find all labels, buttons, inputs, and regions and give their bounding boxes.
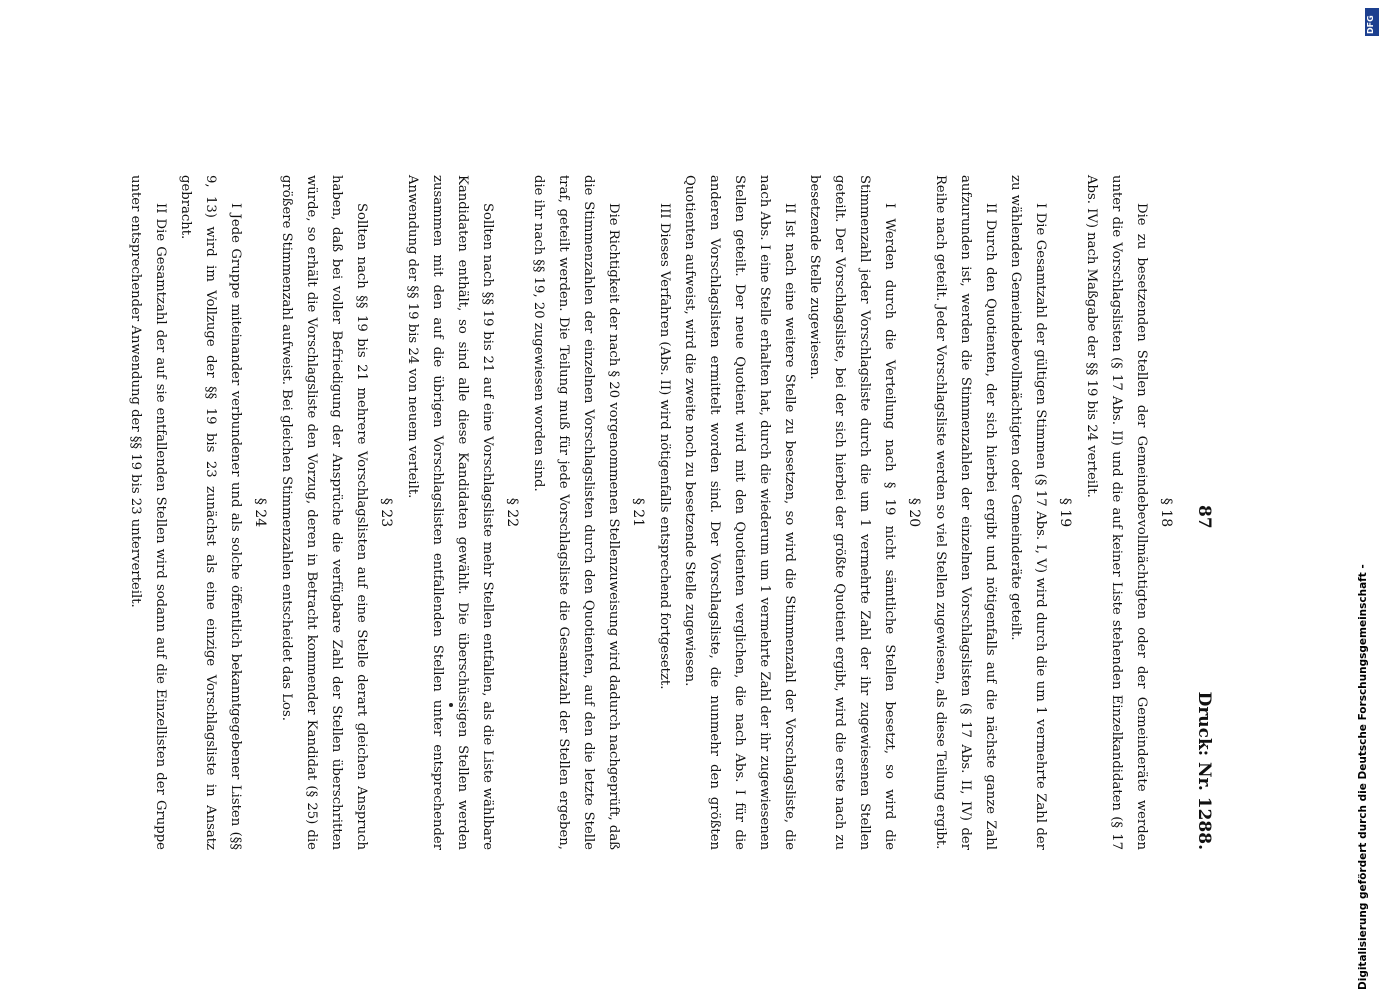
- paragraph: Die zu besetzenden Stellen der Gemeindebevollmächtigten oder der Gemeinderäte werden unter die Vorschlagslisten (§ 17 Abs. II) und die auf keiner Liste stehenden Einzelkandidaten (§ 17 Abs. IV) nach Maßgabe der §§ 19 bis 24 verteilt.: [1084, 175, 1149, 850]
- section-19: [928, 175, 1073, 850]
- section-22: [400, 175, 520, 850]
- paragraph: I Die Gesamtzahl der gültigen Stimmen (§ 17 Abs. I, V) wird durch die um 1 vermehrte Zahl der zu wählenden Gemeindebevollmächtigten oder Gemeinderäte geteilt.: [1008, 175, 1048, 850]
- section-18: [1079, 175, 1174, 850]
- section-24: [123, 175, 268, 850]
- document-page: [130, 175, 1220, 850]
- page-number: 87: [1194, 505, 1214, 529]
- section-title: § 22: [504, 497, 520, 528]
- section-title: § 24: [252, 497, 268, 528]
- section-21: [526, 175, 646, 850]
- section-title: § 19: [1057, 497, 1073, 528]
- dfg-logo-text: DFG: [1366, 15, 1375, 34]
- digitization-note: [1357, 10, 1377, 990]
- paragraph: Sollten nach §§ 19 bis 21 mehrere Vorschlagslisten auf eine Stelle derart gleichen Anspruch haben, daß bei voller Befriedigung der Ansprüche die verfügbare Zahl der Stellen überschritten würde, so erhält die Vorschlagsliste den Vorzug, deren in Betracht kommender Kandidat (§ 25) die größere Stimmenzahl aufweist. Bei gleichen Stimmenzahlen entscheidet das Los.: [279, 175, 369, 850]
- print-number: Druck: Nr. 1288.: [1194, 691, 1214, 850]
- dfg-logo-icon: [1365, 8, 1379, 36]
- paragraph: I Werden durch die Verteilung nach § 19 nicht sämtliche Stellen besetzt, so wird die Stimmenzahl jeder Vorschlagsliste durch die um 1 vermehrte Zahl der ihr zugewiesenen Stellen geteilt. Der Vorschlagsliste, bei der sich hierbei der größte Quotient ergibt, wird die erste nach zu besetzende Stelle zugewiesen.: [807, 175, 897, 850]
- paragraph: II Ist nach eine weitere Stelle zu besetzen, so wird die Stimmenzahl der Vorschlagsliste, die nach Abs. I eine Stelle erhalten hat, durch die wiederum um 1 vermehrte Zahl der ihr zugewiesenen Stellen geteilt. Der neue Quotient wird mit den Quotienten verglichen, die nach Abs. I für die anderen Vorschlagslisten ermittelt worden sind. Der Vorschlagsliste, die nunmehr den größten Quotienten aufweist, wird die zweite noch zu besetzende Stelle zugewiesen.: [682, 175, 797, 850]
- paragraph: I Jede Gruppe miteinander verbundener und als solche öffentlich bekanntgegebener Listen (§§ 9, 13) wird im Vollzuge der §§ 19 bis 23 zunächst als eine einzige Vorschlagsliste in Ansatz gebracht.: [178, 175, 243, 850]
- paragraph: Sollten nach §§ 19 bis 21 auf eine Vorschlagsliste mehr Stellen entfallen, als die Liste wählbare Kandidaten enthält, so sind alle diese Kandidaten gewählt. Die überschüssigen Stellen werden zusammen mit den auf die übrigen Vorschlagslisten entfallenden Stellen unter entsprechender Anwendung der §§ 19 bis 24 von neuem verteilt.: [405, 175, 495, 850]
- section-title: § 23: [378, 497, 394, 528]
- page-header: [1180, 175, 1220, 850]
- section-title: § 18: [1158, 497, 1174, 528]
- digitization-note-text: Digitalisierung gefördert durch die Deutsche Forschungsgemeinschaft -: [1357, 564, 1369, 990]
- ink-dot: [449, 703, 453, 707]
- section-title: § 21: [630, 497, 646, 528]
- paragraph: II Durch den Quotienten, der sich hierbei ergibt und nötigenfalls auf die nächste ganze Zahl aufzurunden ist, werden die Stimmenzahlen der einzelnen Vorschlagslisten (§ 17 Abs. II, IV) der Reihe nach geteilt. Jeder Vorschlagsliste werden so viel Stellen zugewiesen, als diese Teilung ergibt.: [933, 175, 998, 850]
- section-20: [652, 175, 922, 850]
- paragraph: III Dieses Verfahren (Abs. II) wird nötigenfalls entsprechend fortgesetzt.: [657, 203, 672, 690]
- section-23: [274, 175, 394, 850]
- paragraph: Die Richtigkeit der nach § 20 vorgenommenen Stellenzuweisung wird dadurch nachgeprüft, daß die Stimmenzahlen der einzelnen Vorschlagslisten durch den Quotienten, auf den die letzte Stelle traf, geteilt werden. Die Teilung muß für jede Vorschlagsliste die Gesamtzahl der Stellen ergeben, die ihr nach §§ 19, 20 zugewiesen worden sind.: [531, 175, 621, 850]
- paragraph: II Die Gesamtzahl der auf sie entfallenden Stellen wird sodann auf die Einzellisten der Gruppe unter entsprechender Anwendung der §§ 19 bis 23 unterverteilt.: [128, 175, 168, 850]
- section-title: § 20: [906, 497, 922, 528]
